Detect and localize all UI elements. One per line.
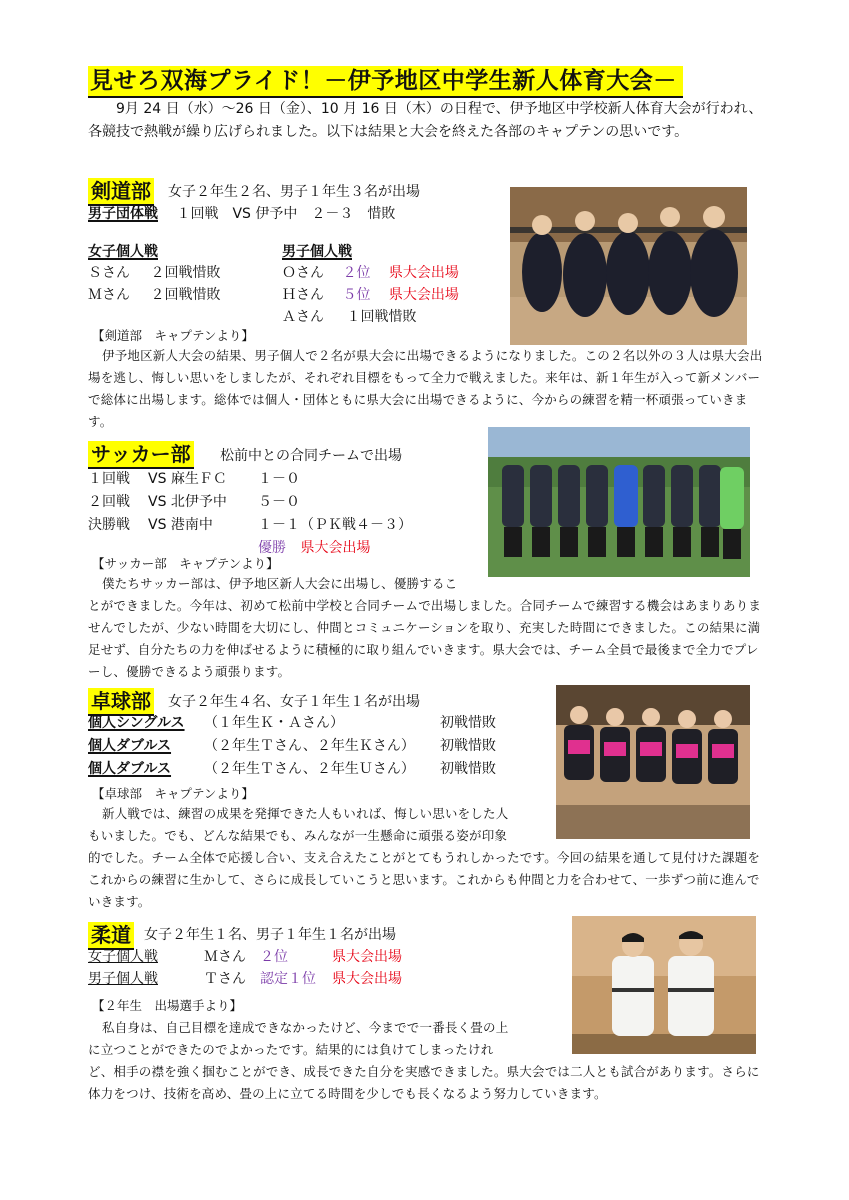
kendo-girl-name: Ｍさん (88, 287, 130, 303)
soccer-opponent: VS 麻生ＦＣ (148, 471, 227, 487)
kendo-girl-result: ２回戦惜敗 (150, 287, 221, 303)
soccer-win-note: 県大会出場 (300, 540, 371, 556)
tabletennis-players: （１年生Ｋ・Ａさん） (204, 715, 344, 731)
soccer-opponent: VS 港南中 (148, 517, 213, 533)
kendo-girl-result: ２回戦惜敗 (150, 265, 221, 281)
kendo-boy-place: ２位 (342, 265, 371, 281)
judo-entry-1 (88, 946, 402, 968)
tabletennis-result: 初戦惜敗 (440, 738, 496, 754)
kendo-team-row (88, 203, 395, 225)
tabletennis-result: 初戦惜敗 (440, 715, 496, 731)
soccer-match-3 (88, 514, 412, 537)
soccer-caption-first: 僕たちサッカー部は、伊予地区新人大会に出場し、優勝するこ (102, 576, 458, 591)
judo-entry-2 (88, 968, 402, 990)
judo-photo (572, 916, 756, 1054)
kendo-boy-note: 県大会出場 (388, 287, 459, 303)
tabletennis-photo-image (556, 685, 750, 839)
judo-photo-image (572, 916, 756, 1054)
soccer-caption-header: 【サッカー部 キャプテンより】 (92, 556, 279, 571)
kendo-caption-header: 【剣道部 キャプテンより】 (92, 328, 254, 343)
tabletennis-desc: 女子２年生４名、女子１年生１名が出場 (168, 694, 420, 710)
tabletennis-event: 個人ダブルス (88, 738, 172, 754)
kendo-girls-row-1 (88, 262, 220, 284)
soccer-round: 決勝戦 (88, 517, 130, 533)
judo-place: 認定１位 (260, 971, 316, 987)
soccer-match-1 (88, 468, 300, 491)
kendo-team-photo (510, 187, 747, 345)
kendo-boy-name: Ａさん (282, 309, 324, 325)
judo-caption: ど、相手の襟を強く掴むことができ、成長できた自分を実感できました。県大会では二人とも試合があります。さらに体力をつけ、技術を高め、畳の上に立てる時間を少しでも長くなるよう努力していきます。 (88, 1064, 760, 1101)
judo-player: Ｔさん (204, 971, 246, 987)
kendo-boy-name: Ｏさん (282, 265, 324, 281)
kendo-boys-row-1 (282, 262, 459, 284)
tabletennis-event: 個人ダブルス (88, 761, 172, 777)
judo-event: 女子個人戦 (88, 949, 158, 965)
kendo-girls-row-2 (88, 284, 220, 306)
kendo-boy-name: Ｈさん (282, 287, 324, 303)
kendo-team-result: １回戦 VS 伊予中 ２－３ 惜敗 (176, 206, 396, 222)
kendo-boy-place: ５位 (342, 287, 371, 303)
judo-note: 県大会出場 (332, 949, 402, 965)
judo-caption-line-1: 私自身は、自己目標を達成できなかったけど、今までで一番長く畳の上 (102, 1020, 509, 1035)
judo-event: 男子個人戦 (88, 971, 158, 987)
kendo-girl-name: Ｓさん (88, 265, 130, 281)
intro-text: 9月 24 日（水）～26 日（金）、10 月 16 日（木）の日程で、伊予地区中学校新人体育大会が行われ、各競技で熱戦が繰り広げられました。以下は結果と大会を終えた各部のキャプテンの思いです。 (88, 101, 763, 140)
kendo-team-label: 男子団体戦 (88, 206, 158, 222)
kendo-photo-image (510, 187, 747, 345)
soccer-heading: サッカー部 (88, 441, 194, 469)
soccer-desc: 松前中との合同チームで出場 (220, 448, 402, 464)
judo-heading: 柔道 (88, 922, 134, 950)
soccer-score: ５－０ (258, 494, 300, 510)
tabletennis-entry-2 (88, 735, 496, 758)
soccer-round: ２回戦 (88, 494, 130, 510)
tabletennis-entry-3 (88, 758, 496, 781)
kendo-boys-label: 男子個人戦 (282, 244, 352, 260)
soccer-team-photo (488, 427, 750, 577)
tabletennis-caption-line-2: もいました。でも、どんな結果でも、みんなが一生懸命に頑張る姿が印象 (88, 828, 508, 843)
soccer-win: 優勝 (258, 540, 286, 556)
tabletennis-caption-line-1: 新人戦では、練習の成果を発揮できた人もいれば、悔しい思いをした人 (102, 806, 509, 821)
tabletennis-players: （２年生Ｔさん、２年生Ｋさん） (204, 738, 415, 754)
soccer-caption: とができました。今年は、初めて松前中学校と合同チームで出場しました。合同チームで練習する機会はあまりありませんでしたが、少ない時間を大切にし、仲間とコミュニケーションを取り、充実した時間にできました。この結果に満足せず、自分たちの力を伸ばせるように積極的に取り組んでいきます。県大会では、チーム全員で最後まで全力でプレーし、優勝できるよう頑張ります。 (88, 598, 762, 679)
tabletennis-caption-header: 【卓球部 キャプテンより】 (92, 786, 254, 801)
judo-player: Ｍさん (204, 949, 246, 965)
kendo-heading: 剣道部 (88, 178, 154, 206)
judo-caption-line-2: に立つことができたのでよかったです。結果的には負けてしまったけれ (88, 1042, 494, 1057)
soccer-score: １－０ (258, 471, 300, 487)
kendo-caption: 伊予地区新人大会の結果、男子個人で２名が県大会に出場できるようになりました。この２名以外の３人は県大会出場を逃し、悔しい思いをしましたが、それぞれ目標をもって全力で戦えました。来年は、新１年生が入って新メンバーで総体に出場します。総体では個人・団体ともに県大会に出場できるように、今からの練習を精一杯頑張っていきます。 (88, 348, 763, 429)
page-title: 見せろ双海プライド！－伊予地区中学生新人体育大会－ (88, 66, 683, 98)
tabletennis-team-photo (556, 685, 750, 839)
judo-caption-header: 【２年生 出場選手より】 (92, 998, 243, 1013)
soccer-opponent: VS 北伊予中 (148, 494, 227, 510)
tabletennis-caption: 的でした。チーム全体で応援し合い、支え合えたことがとてもうれしかったです。今回の結果を通して見付けた課題をこれからの練習に生かして、さらに成長していこうと思います。これからも仲間と力を合わせて、一歩ずつ前に進んでいきます。 (88, 850, 761, 909)
tabletennis-entry-1 (88, 712, 496, 735)
kendo-boys-row-3 (282, 306, 416, 328)
tabletennis-players: （２年生Ｔさん、２年生Ｕさん） (204, 761, 415, 777)
soccer-photo-image (488, 427, 750, 577)
tabletennis-event: 個人シングルス (88, 715, 185, 731)
judo-note: 県大会出場 (332, 971, 402, 987)
tabletennis-heading: 卓球部 (88, 688, 154, 716)
soccer-round: １回戦 (88, 471, 130, 487)
kendo-boy-note: １回戦惜敗 (346, 309, 417, 325)
soccer-score: １－１（ＰＫ戦４－３） (258, 517, 412, 533)
soccer-match-2 (88, 491, 300, 514)
judo-desc: 女子２年生１名、男子１年生１名が出場 (144, 927, 396, 943)
judo-place: ２位 (260, 949, 288, 965)
kendo-boy-note: 県大会出場 (388, 265, 459, 281)
kendo-desc: 女子２年生２名、男子１年生３名が出場 (168, 184, 420, 200)
kendo-boys-row-2 (282, 284, 459, 306)
kendo-girls-label: 女子個人戦 (88, 244, 158, 260)
tabletennis-result: 初戦惜敗 (440, 761, 496, 777)
